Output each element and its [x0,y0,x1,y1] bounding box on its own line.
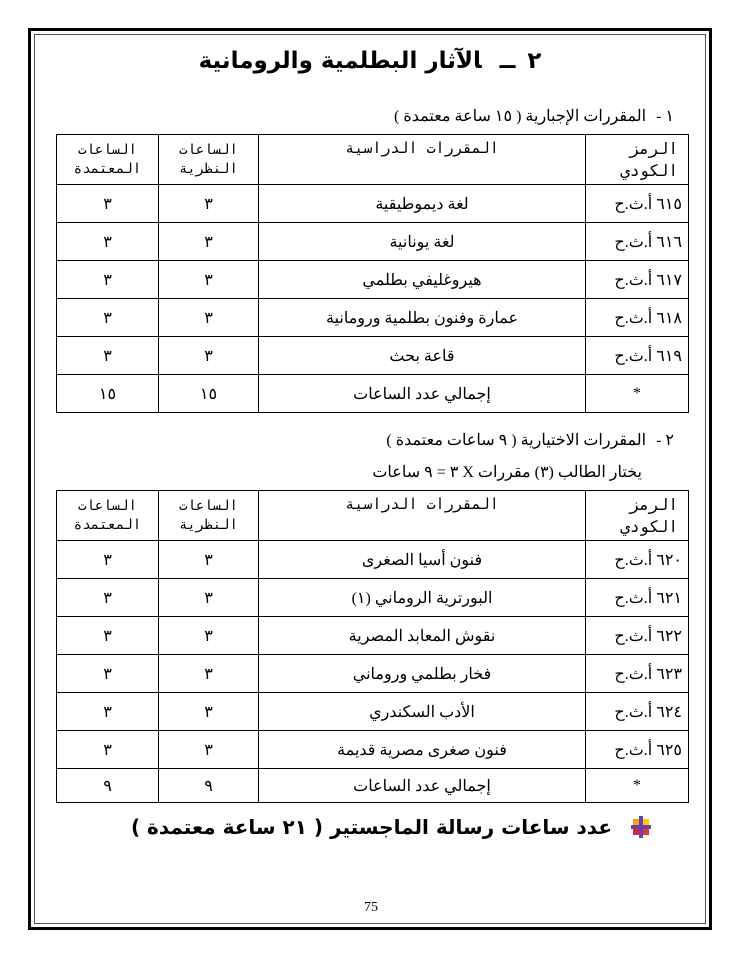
theoretical-hours: ٣ [159,337,259,375]
title-text: الآثار البطلمية والرومانية [198,48,482,74]
course-name: هيروغليفي بطلمي [259,261,586,299]
header-code: الرمز الكودي [586,491,689,541]
total-credit-hours: ١٥ [57,375,159,413]
table-header-row [57,135,689,185]
course-code: ٦٢١ أ.ث.ح [586,579,689,617]
section1-label-text: المقررات الإجبارية ( ١٥ ساعة معتمدة ) [394,108,647,125]
table-row [57,617,689,655]
course-name: فنون صغرى مصرية قديمة [259,731,586,769]
header-course: المقررات الدراسية [259,491,586,541]
course-name: نقوش المعابد المصرية [259,617,586,655]
table-row [57,731,689,769]
credit-hours: ٣ [57,617,159,655]
table-row [57,337,689,375]
table-row [57,693,689,731]
total-theoretical-hours: ١٥ [159,375,259,413]
header-theoretical-hours: الساعات النظرية [159,491,259,541]
course-code: ٦١٥ أ.ث.ح [586,185,689,223]
course-code: ٦١٨ أ.ث.ح [586,299,689,337]
table-row [57,261,689,299]
table-row [57,655,689,693]
credit-hours: ٣ [57,731,159,769]
theoretical-hours: ٣ [159,731,259,769]
section2-label [386,430,674,450]
title-dash: ــ [499,48,516,74]
theoretical-hours: ٣ [159,579,259,617]
section1-index: ١ - [656,108,674,125]
table-header-row [57,491,689,541]
course-name: الأدب السكندري [259,693,586,731]
header-course: المقررات الدراسية [259,135,586,185]
table-row [57,541,689,579]
header-code: الرمز الكودي [586,135,689,185]
elective-courses-table [56,490,689,803]
required-courses-table [56,134,689,413]
credit-hours: ٣ [57,223,159,261]
course-code: ٦٢٥ أ.ث.ح [586,731,689,769]
theoretical-hours: ٣ [159,223,259,261]
credit-hours: ٣ [57,261,159,299]
table-total-row [57,769,689,803]
course-name: فخار بطلمي وروماني [259,655,586,693]
course-code: ٦١٦ أ.ث.ح [586,223,689,261]
header-credit-hours: الساعات المعتمدة [57,491,159,541]
theoretical-hours: ٣ [159,541,259,579]
page-number: 75 [364,900,378,915]
course-code: ٦٢٢ أ.ث.ح [586,617,689,655]
course-name: قاعة بحث [259,337,586,375]
credit-hours: ٣ [57,655,159,693]
total-code: * [586,769,689,803]
course-name: لغة ديموطيقية [259,185,586,223]
theoretical-hours: ٣ [159,655,259,693]
course-code: ٦١٩ أ.ث.ح [586,337,689,375]
total-label: إجمالي عدد الساعات [259,769,586,803]
credit-hours: ٣ [57,541,159,579]
total-code: * [586,375,689,413]
credit-hours: ٣ [57,185,159,223]
theoretical-hours: ٣ [159,299,259,337]
theoretical-hours: ٣ [159,617,259,655]
course-name: لغة يونانية [259,223,586,261]
total-theoretical-hours: ٩ [159,769,259,803]
credit-hours: ٣ [57,299,159,337]
course-code: ٦٢٤ أ.ث.ح [586,693,689,731]
course-name: عمارة وفنون بطلمية ورومانية [259,299,586,337]
theoretical-hours: ٣ [159,261,259,299]
bullet-icon [630,816,652,838]
page-title [40,48,700,74]
credit-hours: ٣ [57,693,159,731]
table-row [57,223,689,261]
section2-index: ٢ - [656,432,674,449]
theoretical-hours: ٣ [159,185,259,223]
table-row [57,579,689,617]
total-credit-hours: ٩ [57,769,159,803]
course-name: البورترية الروماني (١) [259,579,586,617]
course-code: ٦٢٣ أ.ث.ح [586,655,689,693]
header-theoretical-hours: الساعات النظرية [159,135,259,185]
total-label: إجمالي عدد الساعات [259,375,586,413]
section1-label [394,106,674,126]
section2-note: يختار الطالب (٣) مقررات X ٣ = ٩ ساعات [372,464,642,481]
header-credit-hours: الساعات المعتمدة [57,135,159,185]
course-code: ٦١٧ أ.ث.ح [586,261,689,299]
course-code: ٦٢٠ أ.ث.ح [586,541,689,579]
credit-hours: ٣ [57,337,159,375]
credit-hours: ٣ [57,579,159,617]
thesis-hours-text: عدد ساعات رسالة الماجستير ( ٢١ ساعة معتمدة ) [130,815,612,839]
section2-label-text: المقررات الاختيارية ( ٩ ساعات معتمدة ) [386,432,647,449]
table-total-row [57,375,689,413]
table-row [57,185,689,223]
course-name: فنون أسيا الصغرى [259,541,586,579]
title-number: ٢ [527,48,542,74]
thesis-hours-line [131,815,652,839]
table-row [57,299,689,337]
theoretical-hours: ٣ [159,693,259,731]
